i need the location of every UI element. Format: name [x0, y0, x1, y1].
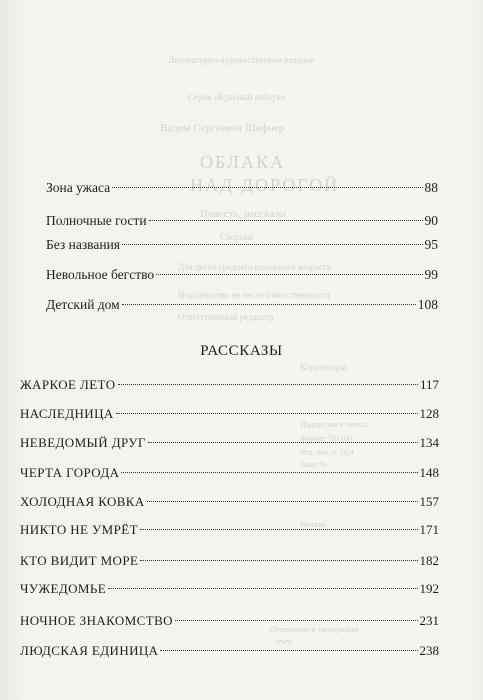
toc-entry-page: 128 [419, 406, 439, 421]
dot-leader [147, 501, 418, 502]
ghost-line: Москва [300, 520, 326, 529]
toc-entry-title: КТО ВИДИТ МОРЕ [20, 553, 139, 568]
ghost-line: Повесть, рассказы [200, 208, 286, 220]
toc-entry [20, 465, 439, 481]
toc-entry-title: Полночные гости [46, 213, 147, 228]
ghost-line: Серия «Красный каблук» [188, 92, 286, 102]
ghost-line: Вадим Сергеевич Шефнер [160, 122, 285, 134]
dot-leader [160, 650, 417, 651]
toc-entry-title: ЛЮДСКАЯ ЕДИНИЦА [20, 643, 159, 658]
ghost-line: Литературно-художественное издание [168, 55, 315, 65]
ghost-line: Ответственный редактор [178, 312, 274, 322]
dot-leader [108, 588, 417, 589]
toc-entry [20, 522, 439, 538]
ghost-line: Заказ № [300, 460, 328, 469]
ghost-line: Усл. печ. л. 10,4 [300, 448, 354, 457]
toc-entry-page: 134 [419, 435, 439, 450]
toc-entry [20, 406, 439, 422]
ghost-line: ОБЛАКА [200, 152, 286, 172]
dot-leader [140, 560, 417, 561]
dot-leader [140, 529, 418, 530]
toc-entry-title: Зона ужаса [46, 180, 111, 195]
dot-leader [121, 472, 417, 473]
toc-entry-title: НАСЛЕДНИЦА [20, 406, 114, 421]
toc-entry-page: 182 [419, 553, 439, 568]
dot-leader [156, 274, 422, 275]
toc-entry [46, 213, 438, 229]
dot-leader [175, 620, 418, 621]
toc-entry [46, 237, 438, 253]
toc-entry-page: 108 [417, 297, 438, 312]
toc-entry-page: 99 [424, 267, 438, 282]
toc-entry-title: НИКТО НЕ УМРЁТ [20, 522, 138, 537]
dot-leader [116, 413, 418, 414]
toc-entry [46, 180, 438, 196]
toc-entry [20, 643, 439, 659]
ghost-line: НАД ДОРОГОЙ [190, 175, 340, 195]
toc-entry [20, 435, 439, 451]
toc-entry-title: ХОЛОДНАЯ КОВКА [20, 494, 145, 509]
toc-entry-title: ЖАРКОЕ ЛЕТО [20, 377, 116, 392]
toc-entry-page: 90 [424, 213, 438, 228]
ghost-line: Отпечатано в типографии [270, 625, 359, 634]
toc-entry-page: 231 [419, 613, 439, 628]
toc-entry-page: 157 [419, 494, 439, 509]
toc-entry-title: НОЧНОЕ ЗНАКОМСТВО [20, 613, 173, 628]
ghost-line: Для детей среднего школьного возраста [178, 262, 331, 272]
toc-entry-title: Без названия [46, 237, 121, 252]
ghost-line: www [275, 637, 293, 646]
toc-entry-title: НЕВЕДОМЫЙ ДРУГ [20, 435, 146, 450]
toc-entry [20, 553, 439, 569]
toc-entry-title: Детский дом [46, 297, 120, 312]
dot-leader [122, 244, 422, 245]
toc-entry [46, 297, 438, 313]
ghost-line: Подписано в печать [300, 420, 368, 429]
ghost-line: Формат 70х100 [300, 434, 353, 443]
toc-entry-title: ЧУЖЕДОМЬЕ [20, 581, 107, 596]
dot-leader [118, 384, 418, 385]
toc-entry [20, 494, 439, 510]
toc-entry [20, 377, 439, 393]
section-heading: РАССКАЗЫ [200, 343, 283, 359]
toc-entry [20, 613, 439, 629]
dot-leader [149, 220, 423, 221]
ghost-line: Издательство не несет ответственности [178, 290, 330, 300]
toc-entry [46, 267, 438, 283]
toc-entry-page: 238 [419, 643, 439, 658]
toc-entry-page: 148 [419, 465, 439, 480]
toc-entry-page: 117 [419, 377, 439, 392]
dot-leader [148, 442, 418, 443]
toc-entry-title: Невольное бегство [46, 267, 155, 282]
dot-leader [112, 187, 422, 188]
toc-entry-page: 192 [419, 581, 439, 596]
toc-entry-page: 95 [424, 237, 438, 252]
ghost-line: Сборник [220, 232, 254, 242]
toc-entry-page: 88 [424, 180, 438, 195]
toc-entry-page: 171 [419, 522, 439, 537]
dot-leader [122, 304, 416, 305]
ghost-line: Корректоры [300, 362, 347, 372]
toc-entry [20, 581, 439, 597]
toc-entry-title: ЧЕРТА ГОРОДА [20, 465, 120, 480]
